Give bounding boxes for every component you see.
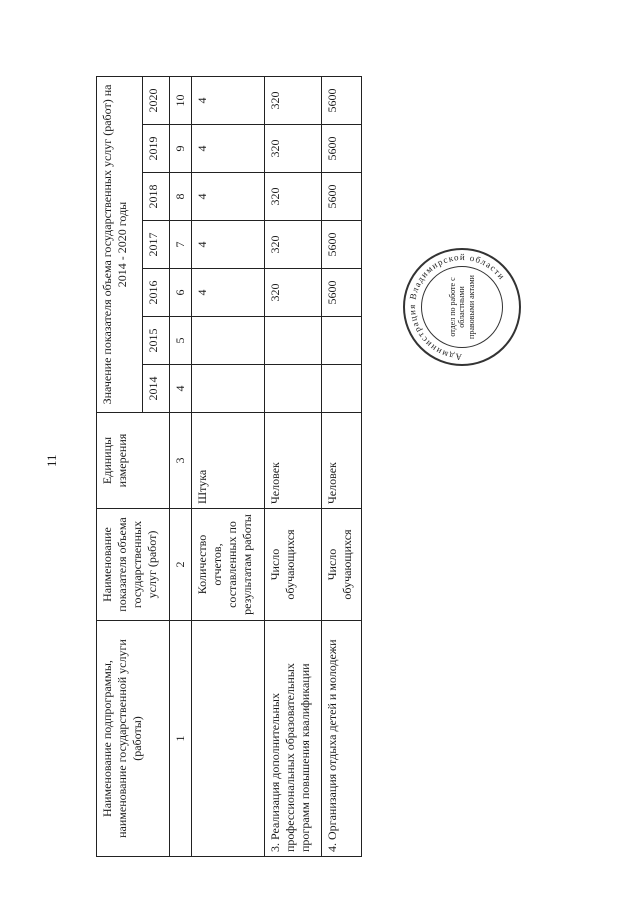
year-2017: 2017	[142, 221, 169, 269]
official-stamp	[403, 248, 521, 366]
row-value-2019: 320	[265, 125, 322, 173]
stamp-ring-text: Администрация Владимирской области	[406, 251, 508, 363]
row-indicator: Число обучающихся	[265, 509, 322, 621]
row-name: 3. Реализация дополнительных профессиональных образовательных программ повышения квалификации	[265, 621, 322, 857]
row-value-2018: 5600	[321, 173, 361, 221]
row-value-2016: 4	[192, 269, 265, 317]
row-value-2018: 320	[265, 173, 322, 221]
row-name	[192, 621, 265, 857]
row-value-2019: 4	[192, 125, 265, 173]
row-value-2014	[265, 365, 322, 413]
year-2020: 2020	[142, 76, 169, 124]
row-value-2014	[192, 365, 265, 413]
table-row	[321, 76, 361, 856]
year-2019: 2019	[142, 125, 169, 173]
stamp-center-text: отдел по работе с областными правовыми актами	[448, 275, 476, 339]
table-row	[192, 76, 265, 856]
row-value-2020: 320	[265, 76, 322, 124]
volume-indicators-table-wrapper	[96, 77, 362, 857]
header-indicator: Наименование показателя объема государственных услуг (работ)	[97, 509, 170, 621]
row-indicator: Число обучающихся	[321, 509, 361, 621]
row-value-2020: 5600	[321, 76, 361, 124]
numbering-row	[170, 76, 192, 856]
row-value-2018: 4	[192, 173, 265, 221]
header-unit: Единицы измерения	[97, 413, 170, 509]
row-value-2015	[192, 317, 265, 365]
num-2: 2	[170, 509, 192, 621]
year-2018: 2018	[142, 173, 169, 221]
year-2014: 2014	[142, 365, 169, 413]
num-8: 8	[170, 173, 192, 221]
volume-indicators-table	[96, 76, 362, 857]
table-row	[265, 76, 322, 856]
year-2016: 2016	[142, 269, 169, 317]
num-9: 9	[170, 125, 192, 173]
row-name: 4. Организация отдыха детей и молодежи	[321, 621, 361, 857]
row-value-2020: 4	[192, 76, 265, 124]
num-5: 5	[170, 317, 192, 365]
num-10: 10	[170, 76, 192, 124]
row-unit: Человек	[321, 413, 361, 509]
year-2015: 2015	[142, 317, 169, 365]
row-value-2016: 320	[265, 269, 322, 317]
row-unit: Человек	[265, 413, 322, 509]
row-unit: Штука	[192, 413, 265, 509]
row-indicator: Количество отчетов, составленных по результатам работы	[192, 509, 265, 621]
header-subprogram: Наименование подпрограммы, наименование государственной услуги (работы)	[97, 621, 170, 857]
header-row	[97, 76, 143, 856]
num-3: 3	[170, 413, 192, 509]
row-value-2015	[321, 317, 361, 365]
row-value-2014	[321, 365, 361, 413]
row-value-2019: 5600	[321, 125, 361, 173]
page-number: 11	[44, 454, 59, 467]
row-value-2016: 5600	[321, 269, 361, 317]
num-7: 7	[170, 221, 192, 269]
num-4: 4	[170, 365, 192, 413]
row-value-2017: 320	[265, 221, 322, 269]
row-value-2015	[265, 317, 322, 365]
num-1: 1	[170, 621, 192, 857]
row-value-2017: 4	[192, 221, 265, 269]
row-value-2017: 5600	[321, 221, 361, 269]
header-values-group: Значение показателя объема государственных услуг (работ) на 2014 - 2020 годы	[97, 76, 143, 412]
stamp-center	[421, 266, 503, 348]
num-6: 6	[170, 269, 192, 317]
